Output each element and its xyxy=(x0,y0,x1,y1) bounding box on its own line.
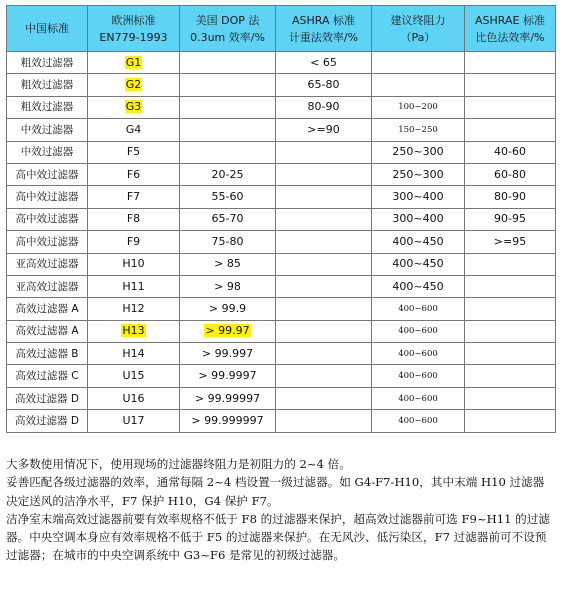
cell-eu-standard xyxy=(88,275,180,297)
cell-ashra-efficiency xyxy=(276,387,372,409)
notes-section xyxy=(6,455,554,565)
cell-dop-efficiency-text: 20-25 xyxy=(211,167,244,181)
cell-ashra-efficiency xyxy=(276,52,372,74)
cell-dop-efficiency-text: 75-80 xyxy=(211,234,244,248)
table-row xyxy=(7,52,556,74)
cell-ashrae-efficiency xyxy=(465,253,556,275)
table-row xyxy=(7,208,556,230)
cell-ashrae-efficiency xyxy=(465,208,556,230)
cell-final-resistance-text: 400~600 xyxy=(398,303,438,314)
cell-final-resistance-text: 400~450 xyxy=(392,279,444,293)
cell-eu-standard-text: F6 xyxy=(126,167,141,181)
cell-final-resistance xyxy=(372,231,465,253)
cell-eu-standard-text: G2 xyxy=(125,78,142,92)
cell-ashrae-efficiency xyxy=(465,186,556,208)
cell-china-standard xyxy=(7,365,88,387)
cell-final-resistance-text: 400~450 xyxy=(392,257,444,271)
cell-dop-efficiency-text: > 99.9 xyxy=(208,301,247,315)
cell-ashra-efficiency xyxy=(276,320,372,342)
header-eu-standard: 欧洲标准 EN779-1993 xyxy=(88,6,180,52)
cell-dop-efficiency-text: > 99.999997 xyxy=(191,413,264,427)
cell-eu-standard xyxy=(88,320,180,342)
cell-china-standard-text: 粗效过滤器 xyxy=(20,101,74,114)
cell-china-standard-text: 中效过滤器 xyxy=(20,123,74,136)
cell-ashra-efficiency xyxy=(276,231,372,253)
cell-dop-efficiency xyxy=(180,298,276,320)
cell-dop-efficiency-text: > 85 xyxy=(214,257,241,271)
cell-eu-standard xyxy=(88,343,180,365)
cell-eu-standard xyxy=(88,387,180,409)
cell-ashra-efficiency-text: < 65 xyxy=(310,55,337,69)
cell-eu-standard-text: H12 xyxy=(122,301,145,315)
cell-final-resistance-text: 400~450 xyxy=(392,234,444,248)
cell-final-resistance xyxy=(372,410,465,432)
cell-china-standard xyxy=(7,275,88,297)
cell-dop-efficiency xyxy=(180,96,276,118)
table-row xyxy=(7,141,556,163)
table-row xyxy=(7,253,556,275)
cell-china-standard-text: 高效过滤器 B xyxy=(15,347,79,360)
cell-final-resistance xyxy=(372,298,465,320)
cell-china-standard-text: 高中效过滤器 xyxy=(15,168,79,181)
note-paragraph: 大多数使用情况下，使用现场的过滤器终阻力是初阻力的 2~4 倍。 xyxy=(6,457,351,471)
filter-standards-table xyxy=(6,5,556,433)
table-row xyxy=(7,410,556,432)
cell-dop-efficiency xyxy=(180,186,276,208)
cell-china-standard-text: 高效过滤器 A xyxy=(15,302,79,315)
cell-dop-efficiency xyxy=(180,387,276,409)
cell-china-standard-text: 高效过滤器 D xyxy=(15,414,79,427)
cell-final-resistance xyxy=(372,275,465,297)
cell-final-resistance xyxy=(372,74,465,96)
cell-ashra-efficiency xyxy=(276,275,372,297)
cell-china-standard xyxy=(7,208,88,230)
cell-final-resistance xyxy=(372,141,465,163)
cell-dop-efficiency xyxy=(180,163,276,185)
cell-china-standard xyxy=(7,74,88,96)
cell-ashrae-efficiency xyxy=(465,410,556,432)
cell-china-standard xyxy=(7,163,88,185)
cell-ashra-efficiency xyxy=(276,365,372,387)
cell-china-standard xyxy=(7,253,88,275)
table-row xyxy=(7,343,556,365)
cell-final-resistance xyxy=(372,163,465,185)
cell-dop-efficiency xyxy=(180,275,276,297)
table-row xyxy=(7,298,556,320)
cell-ashra-efficiency xyxy=(276,96,372,118)
cell-ashrae-efficiency xyxy=(465,119,556,141)
table-row xyxy=(7,96,556,118)
cell-dop-efficiency-text: 65-70 xyxy=(211,212,244,226)
cell-ashrae-efficiency xyxy=(465,365,556,387)
cell-eu-standard-text: G3 xyxy=(125,100,142,114)
cell-china-standard xyxy=(7,52,88,74)
cell-ashra-efficiency xyxy=(276,119,372,141)
cell-final-resistance-text: 400~600 xyxy=(398,348,438,359)
cell-china-standard-text: 高中效过滤器 xyxy=(15,213,79,226)
cell-final-resistance xyxy=(372,52,465,74)
cell-dop-efficiency-text: > 99.997 xyxy=(201,346,254,360)
cell-final-resistance xyxy=(372,387,465,409)
cell-ashrae-efficiency-text: 60-80 xyxy=(494,167,526,181)
cell-china-standard xyxy=(7,119,88,141)
cell-china-standard xyxy=(7,320,88,342)
cell-eu-standard xyxy=(88,231,180,253)
cell-eu-standard-text: U16 xyxy=(122,391,145,405)
cell-eu-standard-text: U15 xyxy=(122,369,145,383)
cell-dop-efficiency xyxy=(180,74,276,96)
cell-final-resistance-text: 100~200 xyxy=(398,102,438,113)
cell-final-resistance xyxy=(372,343,465,365)
note-paragraph: 妥善匹配各级过滤器的效率，通常每隔 2~4 档设置一级过滤器。如 G4-F7-H10，其中末端 H10 过滤器决定送风的洁净水平，F7 保护 H10，G4 保护 F7。 xyxy=(6,475,545,508)
cell-eu-standard-text: F8 xyxy=(126,212,141,226)
cell-china-standard-text: 中效过滤器 xyxy=(20,146,74,159)
cell-eu-standard-text: H13 xyxy=(122,324,145,338)
cell-final-resistance xyxy=(372,96,465,118)
cell-dop-efficiency xyxy=(180,208,276,230)
cell-ashra-efficiency-text: 80-90 xyxy=(307,100,340,114)
cell-ashrae-efficiency xyxy=(465,343,556,365)
cell-final-resistance-text: 250~300 xyxy=(392,145,444,159)
cell-ashrae-efficiency-text: 90-95 xyxy=(494,212,526,226)
cell-eu-standard-text: G4 xyxy=(125,122,142,136)
cell-china-standard xyxy=(7,186,88,208)
cell-ashrae-efficiency-text: 40-60 xyxy=(494,145,526,159)
cell-ashrae-efficiency xyxy=(465,96,556,118)
cell-ashra-efficiency xyxy=(276,163,372,185)
cell-dop-efficiency xyxy=(180,119,276,141)
cell-eu-standard-text: H10 xyxy=(122,257,145,271)
cell-final-resistance-text: 300~400 xyxy=(392,190,444,204)
cell-eu-standard xyxy=(88,298,180,320)
cell-ashrae-efficiency xyxy=(465,320,556,342)
cell-china-standard-text: 亚高效过滤器 xyxy=(15,280,79,293)
cell-dop-efficiency xyxy=(180,253,276,275)
table-row xyxy=(7,387,556,409)
cell-eu-standard xyxy=(88,74,180,96)
table-row xyxy=(7,186,556,208)
cell-dop-efficiency xyxy=(180,141,276,163)
cell-china-standard-text: 高效过滤器 A xyxy=(15,325,79,338)
cell-ashra-efficiency xyxy=(276,208,372,230)
header-final-resistance: 建议终阻力 （Pa） xyxy=(372,6,465,52)
cell-final-resistance-text: 400~600 xyxy=(398,393,438,404)
cell-china-standard xyxy=(7,387,88,409)
cell-ashra-efficiency xyxy=(276,298,372,320)
cell-ashra-efficiency xyxy=(276,253,372,275)
cell-final-resistance-text: 400~600 xyxy=(398,371,438,382)
cell-dop-efficiency-text: > 99.97 xyxy=(205,324,250,338)
cell-final-resistance xyxy=(372,186,465,208)
cell-dop-efficiency xyxy=(180,231,276,253)
header-us-dop: 美国 DOP 法 0.3um 效率/% xyxy=(180,6,276,52)
table-row xyxy=(7,275,556,297)
cell-dop-efficiency xyxy=(180,365,276,387)
cell-dop-efficiency xyxy=(180,320,276,342)
cell-eu-standard-text: F9 xyxy=(126,234,141,248)
cell-eu-standard-text: F5 xyxy=(126,145,141,159)
cell-china-standard-text: 高中效过滤器 xyxy=(15,191,79,204)
cell-ashrae-efficiency xyxy=(465,163,556,185)
cell-china-standard xyxy=(7,410,88,432)
table-header-row xyxy=(7,6,556,52)
cell-ashra-efficiency xyxy=(276,74,372,96)
cell-eu-standard xyxy=(88,163,180,185)
cell-final-resistance-text: 400~600 xyxy=(398,326,438,337)
header-ashrae-colorimetric: ASHRAE 标准 比色法效率/% xyxy=(465,6,556,52)
cell-final-resistance xyxy=(372,365,465,387)
cell-ashrae-efficiency xyxy=(465,141,556,163)
cell-china-standard-text: 高效过滤器 D xyxy=(15,392,79,405)
header-china-standard: 中国标准 xyxy=(7,6,88,52)
cell-ashrae-efficiency xyxy=(465,74,556,96)
cell-ashrae-efficiency xyxy=(465,298,556,320)
cell-eu-standard-text: H14 xyxy=(122,346,145,360)
cell-ashrae-efficiency xyxy=(465,231,556,253)
cell-china-standard-text: 高中效过滤器 xyxy=(15,235,79,248)
table-row xyxy=(7,320,556,342)
table-row xyxy=(7,365,556,387)
cell-china-standard-text: 粗效过滤器 xyxy=(20,56,74,69)
cell-china-standard xyxy=(7,141,88,163)
cell-eu-standard xyxy=(88,253,180,275)
cell-eu-standard xyxy=(88,186,180,208)
cell-eu-standard xyxy=(88,96,180,118)
cell-final-resistance xyxy=(372,320,465,342)
cell-final-resistance-text: 150~250 xyxy=(398,124,438,135)
cell-ashrae-efficiency-text: 80-90 xyxy=(494,190,526,204)
cell-china-standard-text: 粗效过滤器 xyxy=(20,79,74,92)
cell-eu-standard-text: G1 xyxy=(125,55,142,69)
cell-dop-efficiency xyxy=(180,410,276,432)
cell-final-resistance-text: 250~300 xyxy=(392,167,444,181)
cell-china-standard xyxy=(7,231,88,253)
cell-ashra-efficiency xyxy=(276,141,372,163)
cell-eu-standard-text: U17 xyxy=(122,413,145,427)
cell-final-resistance xyxy=(372,208,465,230)
cell-eu-standard xyxy=(88,52,180,74)
table-row xyxy=(7,163,556,185)
cell-ashrae-efficiency xyxy=(465,275,556,297)
table-row xyxy=(7,231,556,253)
cell-ashrae-efficiency xyxy=(465,387,556,409)
cell-ashra-efficiency xyxy=(276,186,372,208)
cell-dop-efficiency-text: 55-60 xyxy=(211,190,244,204)
cell-ashra-efficiency xyxy=(276,410,372,432)
cell-eu-standard-text: H11 xyxy=(122,279,145,293)
cell-china-standard xyxy=(7,96,88,118)
table-body xyxy=(7,52,556,433)
cell-dop-efficiency xyxy=(180,343,276,365)
cell-ashra-efficiency-text: 65-80 xyxy=(307,78,340,92)
cell-final-resistance xyxy=(372,119,465,141)
cell-eu-standard-text: F7 xyxy=(126,190,141,204)
cell-final-resistance xyxy=(372,253,465,275)
header-ashra-weight: ASHRA 标准 计重法效率/% xyxy=(276,6,372,52)
cell-eu-standard xyxy=(88,119,180,141)
table-row xyxy=(7,74,556,96)
cell-dop-efficiency-text: > 99.99997 xyxy=(194,391,261,405)
cell-dop-efficiency-text: > 99.9997 xyxy=(198,369,257,383)
cell-eu-standard xyxy=(88,365,180,387)
cell-final-resistance-text: 300~400 xyxy=(392,212,444,226)
cell-final-resistance-text: 400~600 xyxy=(398,415,438,426)
cell-china-standard xyxy=(7,343,88,365)
note-paragraph: 洁净室末端高效过滤器前要有效率规格不低于 F8 的过滤器来保护，超高效过滤器前可选 F9~H11 的过滤器。中央空调本身应有效率规格不低于 F5 的过滤器来保护。在无风沙、低污染区，F7 过滤器前可不设预过滤器；在城市的中央空调系统中 G3~F6 是常见的初级过滤器。 xyxy=(6,511,550,563)
cell-ashra-efficiency xyxy=(276,343,372,365)
cell-china-standard-text: 亚高效过滤器 xyxy=(15,258,79,271)
cell-china-standard-text: 高效过滤器 C xyxy=(15,370,79,383)
cell-ashra-efficiency-text: >=90 xyxy=(307,122,340,136)
cell-china-standard xyxy=(7,298,88,320)
cell-dop-efficiency xyxy=(180,52,276,74)
table-row xyxy=(7,119,556,141)
cell-ashrae-efficiency xyxy=(465,52,556,74)
cell-ashrae-efficiency-text: >=95 xyxy=(493,234,527,248)
cell-dop-efficiency-text: > 98 xyxy=(214,279,241,293)
cell-eu-standard xyxy=(88,208,180,230)
cell-eu-standard xyxy=(88,141,180,163)
cell-eu-standard xyxy=(88,410,180,432)
